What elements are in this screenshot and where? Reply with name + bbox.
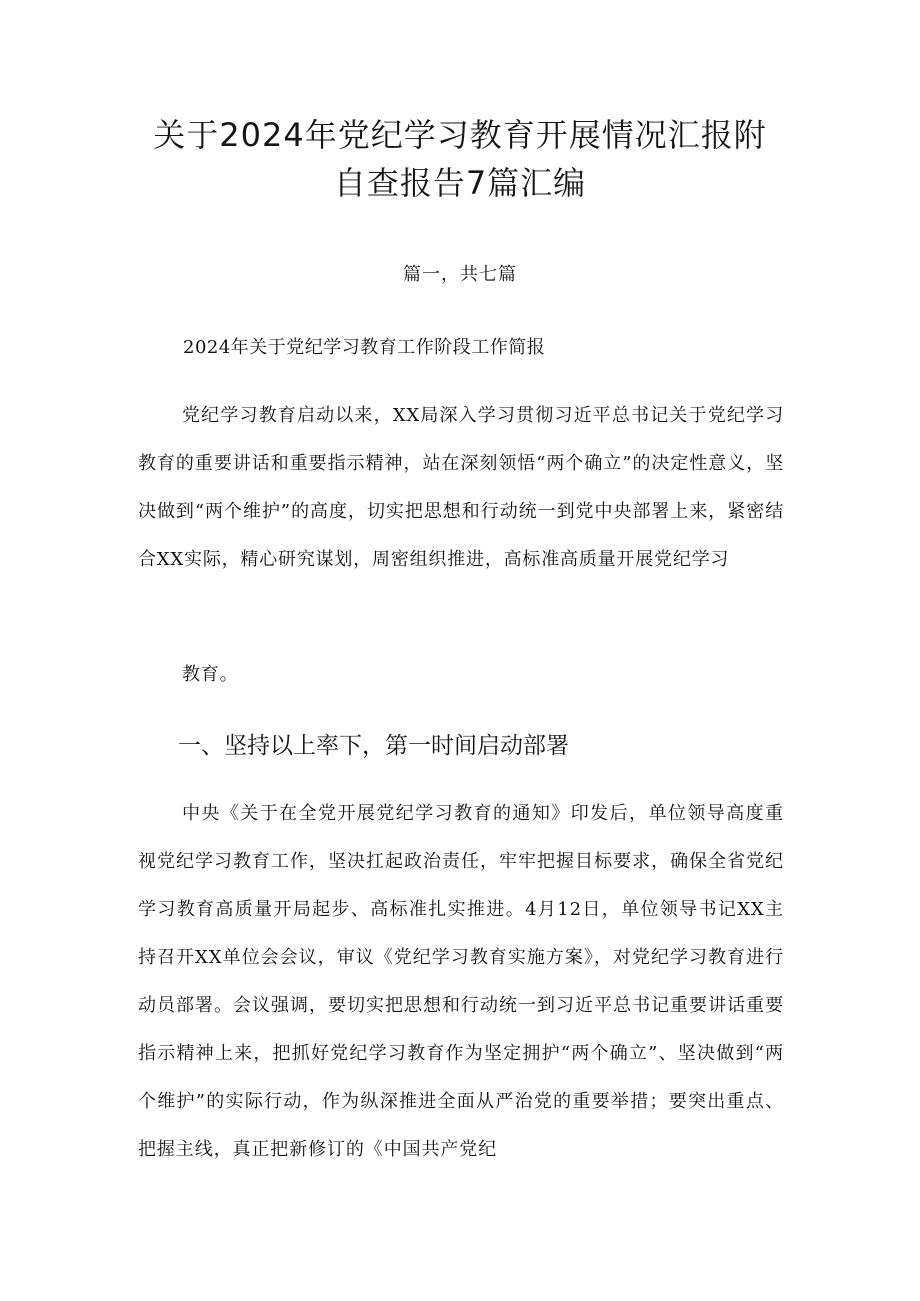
report-title: 2024年关于党纪学习教育工作阶段工作简报: [183, 337, 546, 358]
document-title-line-1: 关于2024年党纪学习教育开展情况汇报附: [153, 116, 767, 154]
intro-paragraph-continuation: 教育。: [182, 664, 239, 685]
section-1-paragraph: 中央《关于在全党开展党纪学习教育的通知》印发后，单位领导高度重视党纪学习教育工作，坚决扛起政治责任，牢牢把握目标要求，确保全省党纪学习教育高质量开局起步、高标准扎实推进。4月12日，单位领导书记XX主持召开XX单位会会议，审议《党纪学习教育实施方案》，对党纪学习教育进行动员部署。会议强调，要切实把思想和行动统一到习近平总书记重要讲话重要指示精神上来，把抓好党纪学习教育作为坚定拥护“两个确立”、坚决做到“两个维护”的实际行动，作为纵深推进全面从严治党的重要举措；要突出重点、把握主线，真正把新修订的《中国共产党纪: [138, 803, 784, 1160]
section-1-heading: 一、坚持以上率下，第一时间启动部署: [178, 733, 569, 759]
document-title-line-2: 自查报告7篇汇编: [333, 164, 587, 202]
intro-paragraph: 党纪学习教育启动以来，XX局深入学习贯彻习近平总书记关于党纪学习教育的重要讲话和重要指示精神，站在深刻领悟“两个确立”的决定性意义，坚决做到“两个维护”的高度，切实把思想和行动统一到党中央部署上来，紧密结合XX实际，精心研究谋划，周密组织推进，高标准高质量开展党纪学习: [138, 405, 784, 570]
part-label: 篇一，共七篇: [403, 264, 517, 285]
